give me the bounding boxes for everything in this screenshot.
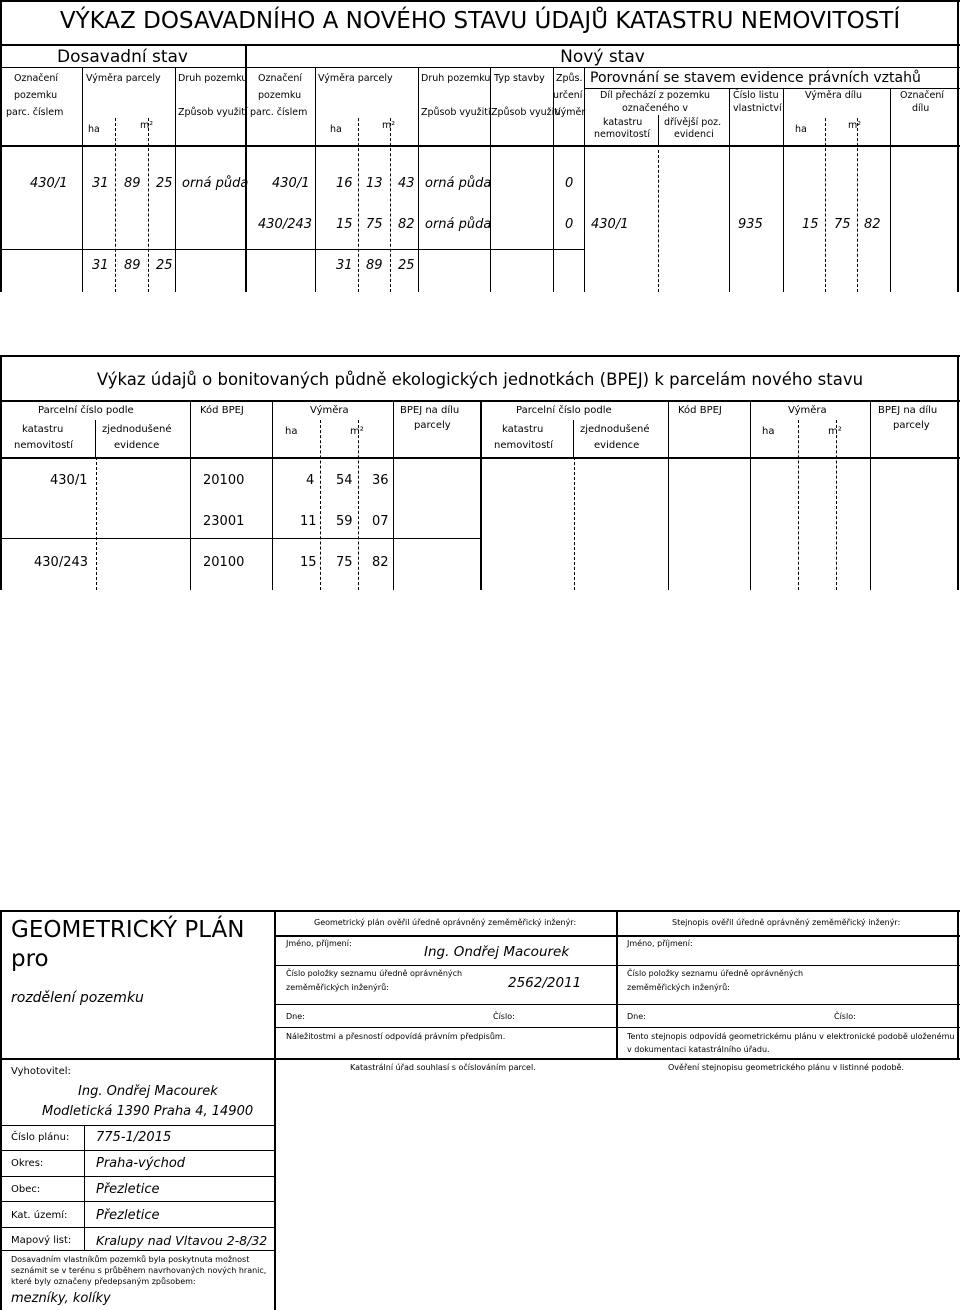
hdr-oznaceni: Označení xyxy=(14,73,59,84)
hdr-new-oznaceni: Označení xyxy=(258,73,303,84)
dil-m2: 82 xyxy=(864,217,881,232)
cislo-polozky-1: Číslo položky seznamu úředně oprávněných xyxy=(286,969,463,978)
hdr-evidenci: evidenci xyxy=(674,129,714,140)
new-m2: 82 xyxy=(398,217,415,232)
bpej-hdr-m2-2: m² xyxy=(828,426,842,437)
bpej-m2: 82 xyxy=(372,555,389,570)
bpej-ha: 4 xyxy=(306,473,315,488)
hdr-pozemku: pozemku xyxy=(14,90,58,101)
bpej-hdr-zjednodusene: zjednodušené xyxy=(102,424,172,435)
okres-value: Praha-východ xyxy=(96,1156,186,1171)
tento-stejnopis-2: v dokumentaci katastrálního úřadu. xyxy=(627,1045,770,1054)
hdr-zpus: Způs. xyxy=(556,73,583,84)
hdr-nemovitosti: nemovitostí xyxy=(594,129,651,140)
overil-title: Geometrický plán ověřil úředně oprávněný zeměměřický inženýr: xyxy=(314,918,577,927)
nalezitostmi-note: Náležitostmi a přesností odpovídá právním předpisům. xyxy=(286,1032,506,1041)
total-old-m1: 89 xyxy=(124,258,141,273)
hdr-new-zpusob: Způsob využití xyxy=(421,107,491,118)
plan-purpose: rozdělení pozemku xyxy=(11,990,144,1006)
bpej-hdr-parcelni: Parcelní číslo podle xyxy=(38,405,134,416)
hdr-vymer: výměr xyxy=(555,107,586,118)
bpej-ha: 11 xyxy=(300,514,317,529)
bpej-hdr-evidence: evidence xyxy=(114,440,160,451)
hdr-dilu: dílu xyxy=(912,103,930,114)
dne-label: Dne: xyxy=(286,1012,305,1021)
bpej-hdr-kod: Kód BPEJ xyxy=(200,405,244,416)
cislo-label: Číslo: xyxy=(493,1012,515,1021)
old-m2: 25 xyxy=(156,176,173,191)
bpej-m2: 07 xyxy=(372,514,389,529)
bpej-hdr-vymera: Výměra xyxy=(310,405,349,416)
hdr-new-parc: parc. číslem xyxy=(250,107,308,118)
bpej-title: Výkaz údajů o bonitovaných půdně ekologických jednotkách (BPEJ) k parcelám nového stavu xyxy=(96,370,864,389)
bpej-kod: 20100 xyxy=(203,473,245,488)
new-state-heading: Nový stav xyxy=(560,47,645,67)
bpej-hdr-na-dilu: BPEJ na dílu xyxy=(400,405,460,416)
jmeno-value: Ing. Ondřej Macourek xyxy=(424,944,570,960)
table-title: VÝKAZ DOSAVADNÍHO A NOVÉHO STAVU ÚDAJŮ KATASTRU NEMOVITOSTÍ xyxy=(59,8,901,34)
dne-label-2: Dne: xyxy=(627,1012,646,1021)
bpej-m1: 59 xyxy=(336,514,353,529)
bpej-hdr-na-dilu-2: BPEJ na dílu xyxy=(878,405,938,416)
bpej-hdr-nemovitosti: nemovitostí xyxy=(14,440,73,451)
old-m1: 89 xyxy=(124,176,141,191)
jmeno-label-2: Jméno, příjmení: xyxy=(627,939,693,948)
total-old-ha: 31 xyxy=(92,258,109,273)
hdr-ha: ha xyxy=(88,124,100,135)
obec-value: Přezletice xyxy=(96,1182,160,1197)
zpus: 0 xyxy=(565,176,574,191)
hdr-katastru: katastru xyxy=(603,117,643,128)
kat-uzemi-value: Přezletice xyxy=(96,1208,160,1223)
hdr-drivejsi: dřívější poz. xyxy=(664,117,722,128)
mapovy-list-value: Kralupy nad Vltavou 2-8/32 xyxy=(96,1233,268,1248)
katastralni-urad: Katastrální úřad souhlasí s očíslováním parcel. xyxy=(350,1063,536,1072)
new-parcel: 430/1 xyxy=(272,176,310,191)
overeni-stejnopisu: Ověření stejnopisu geometrického plánu v listinné podobě. xyxy=(668,1063,904,1072)
hdr-vlastnictvi: vlastnictví xyxy=(733,103,782,114)
vlastnici-note-value: mezníky, kolíky xyxy=(11,1291,111,1306)
bpej-m2: 36 xyxy=(372,473,389,488)
bpej-hdr-katastru: katastru xyxy=(22,424,64,435)
hdr-dil-ha: ha xyxy=(795,124,807,135)
bpej-hdr-ha: ha xyxy=(285,426,298,437)
bpej-hdr-ha-2: ha xyxy=(762,426,775,437)
vlastnici-note-3: které byly označeny předepsaným způsobem: xyxy=(11,1277,196,1286)
comparison-heading: Porovnání se stavem evidence právních vztahů xyxy=(590,70,921,86)
hdr-new-vymera: Výměra parcely xyxy=(318,73,393,84)
bpej-hdr-kod-2: Kód BPEJ xyxy=(678,405,722,416)
total-old-m2: 25 xyxy=(156,258,173,273)
bpej-hdr-evidence-2: evidence xyxy=(594,440,640,451)
hdr-cislo-listu: Číslo listu xyxy=(733,90,779,101)
bpej-m1: 75 xyxy=(336,555,353,570)
hdr-new-pozemku: pozemku xyxy=(258,90,302,101)
bpej-parcel: 430/243 xyxy=(34,555,89,570)
cislo-listu: 935 xyxy=(738,217,763,232)
old-ha: 31 xyxy=(92,176,109,191)
hdr-m2: m² xyxy=(140,120,154,131)
new-ha: 16 xyxy=(336,176,353,191)
hdr-vymera-dilu: Výměra dílu xyxy=(805,90,863,101)
old-state-heading: Dosavadní stav xyxy=(57,47,188,67)
jmeno-label: Jméno, příjmení: xyxy=(286,939,352,948)
bpej-hdr-zjednodusene-2: zjednodušené xyxy=(580,424,650,435)
dil-from: 430/1 xyxy=(591,217,629,232)
new-m1: 75 xyxy=(366,217,383,232)
cislo-polozky-2: zeměměřických inženýrů: xyxy=(286,983,389,992)
old-druh: orná půda xyxy=(182,176,249,191)
bpej-hdr-m2: m² xyxy=(350,426,364,437)
zpus: 0 xyxy=(565,217,574,232)
bpej-parcel: 430/1 xyxy=(50,473,88,488)
bpej-hdr-nemovitosti-2: nemovitostí xyxy=(494,440,553,451)
bpej-hdr-vymera-2: Výměra xyxy=(788,405,827,416)
obec-label: Obec: xyxy=(11,1184,41,1195)
hdr-parc-cislem: parc. číslem xyxy=(6,107,64,118)
cislo-polozky-1-b: Číslo položky seznamu úředně oprávněných xyxy=(627,969,804,978)
mapovy-list-label: Mapový list: xyxy=(11,1235,72,1246)
hdr-new-ha: ha xyxy=(330,124,342,135)
dil-ha: 15 xyxy=(802,217,819,232)
hdr-dil-prechazi: Díl přechází z pozemku xyxy=(600,90,711,101)
hdr-zpusob-2: Způsob využití xyxy=(491,107,561,118)
okres-label: Okres: xyxy=(11,1158,44,1169)
vyhotovitel-address: Modletická 1390 Praha 4, 14900 xyxy=(42,1104,254,1119)
new-druh: orná půda xyxy=(425,176,492,191)
vyhotovitel-label: Vyhotovitel: xyxy=(11,1066,71,1077)
vlastnici-note-1: Dosavadním vlastníkům pozemků byla poskytnuta možnost xyxy=(11,1255,250,1264)
tento-stejnopis-1: Tento stejnopis odpovídá geometrickému plánu v elektronické podobě uloženému xyxy=(627,1032,955,1041)
cislo-polozky-2-b: zeměměřických inženýrů: xyxy=(627,983,730,992)
hdr-zpusob: Způsob využití xyxy=(178,107,248,118)
hdr-druh: Druh pozemku xyxy=(178,73,248,84)
hdr-oznaceni-dilu: Označení xyxy=(900,90,945,101)
bpej-hdr-parcely: parcely xyxy=(414,420,451,431)
new-ha: 15 xyxy=(336,217,353,232)
old-parcel: 430/1 xyxy=(30,176,68,191)
bpej-m1: 54 xyxy=(336,473,353,488)
hdr-oznaceneho: označeného v xyxy=(622,103,689,114)
new-m2: 43 xyxy=(398,176,415,191)
cislo-planu-value: 775-1/2015 xyxy=(96,1130,172,1145)
hdr-new-druh: Druh pozemku xyxy=(421,73,491,84)
kat-uzemi-label: Kat. území: xyxy=(11,1210,68,1221)
plan-title-pro: pro xyxy=(11,946,49,972)
new-druh: orná půda xyxy=(425,217,492,232)
dil-m1: 75 xyxy=(834,217,851,232)
bpej-hdr-parcely-2: parcely xyxy=(893,420,930,431)
bpej-ha: 15 xyxy=(300,555,317,570)
new-m1: 13 xyxy=(366,176,383,191)
bpej-kod: 20100 xyxy=(203,555,245,570)
bpej-kod: 23001 xyxy=(203,514,245,529)
hdr-vymera: Výměra parcely xyxy=(86,73,161,84)
new-parcel: 430/243 xyxy=(258,217,313,232)
total-new-ha: 31 xyxy=(336,258,353,273)
stejnopis-title: Stejnopis ověřil úředně oprávněný zeměměřický inženýr: xyxy=(672,918,901,927)
hdr-urceni: určení xyxy=(553,90,583,101)
bpej-hdr-katastru-2: katastru xyxy=(502,424,544,435)
cislo-label-2: Číslo: xyxy=(834,1012,856,1021)
bpej-hdr-parcelni-2: Parcelní číslo podle xyxy=(516,405,612,416)
hdr-dil-m2: m² xyxy=(848,120,862,131)
hdr-typ-stavby: Typ stavby xyxy=(494,73,545,84)
vlastnici-note-2: seznámit se v terénu s průběhem navrhovaných nových hranic, xyxy=(11,1266,267,1275)
cislo-planu-label: Číslo plánu: xyxy=(11,1132,70,1143)
total-new-m1: 89 xyxy=(366,258,383,273)
total-new-m2: 25 xyxy=(398,258,415,273)
cislo-polozky-value: 2562/2011 xyxy=(508,975,582,991)
plan-title: GEOMETRICKÝ PLÁN xyxy=(11,917,245,943)
hdr-new-m2: m² xyxy=(382,120,396,131)
vyhotovitel-name: Ing. Ondřej Macourek xyxy=(78,1084,218,1099)
